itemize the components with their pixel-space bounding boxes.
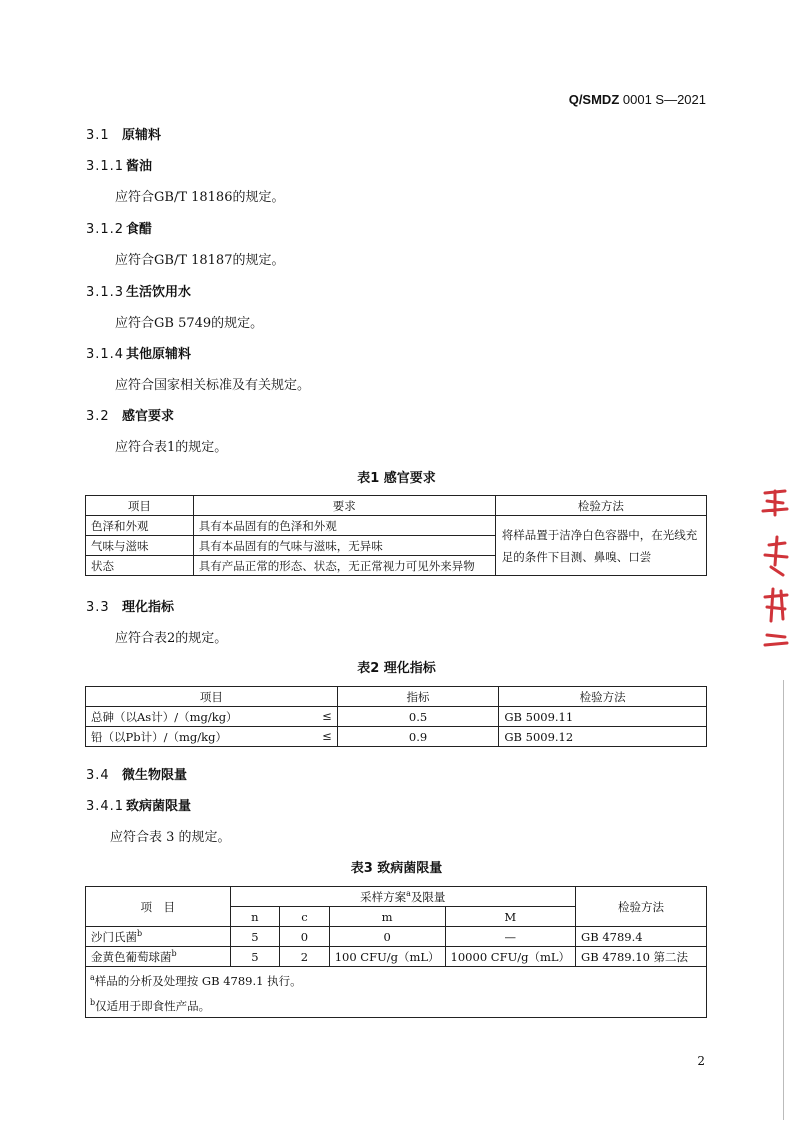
heading-3-3: 3.3 理化指标: [86, 600, 175, 615]
header-cell: 检验方法: [495, 496, 706, 516]
cell-requirement: 具有本品固有的色泽和外观: [193, 516, 495, 536]
cell-method: GB 4789.4: [576, 927, 707, 947]
note-a: 样品的分析及处理按 GB 4789.1 执行。: [94, 973, 302, 988]
table-header-row: [86, 887, 707, 907]
header-cell: 项目: [86, 496, 194, 516]
heading-3-4: 3.4 微生物限量: [86, 768, 188, 783]
page-edge-line: [783, 680, 784, 1120]
table-row: [86, 947, 707, 967]
para-3-1-2: 应符合GB/T 18187的规定。: [115, 253, 285, 268]
leq-symbol: ≤: [322, 728, 332, 743]
page-number: 2: [697, 1054, 705, 1068]
heading-3-2: 3.2 感官要求: [86, 409, 175, 424]
cell-M: —: [445, 927, 576, 947]
header-cell: 要求: [193, 496, 495, 516]
cell-item: 金黄色葡萄球菌$^b$: [86, 947, 231, 967]
cell-method: GB 5009.12: [499, 727, 707, 747]
table-note-row: [86, 967, 707, 1018]
cell-item: 总砷（以As计）/（mg/kg） ≤: [86, 707, 338, 727]
cell-requirement: 具有本品固有的气味与滋味，无异味: [193, 536, 495, 556]
para-3-1-4: 应符合国家相关标准及有关规定。: [115, 378, 311, 393]
cell-method: 将样品置于洁净白色容器中，在光线充 足的条件下目测、鼻嗅、口尝: [495, 516, 706, 576]
table2-caption: 表2 理化指标: [357, 661, 436, 676]
table1-caption: 表1 感官要求: [357, 471, 436, 486]
table-row: [86, 707, 707, 727]
table-row: [86, 516, 707, 536]
cell-value: 0.9: [337, 727, 499, 747]
header-cell: 指标: [337, 687, 499, 707]
table-row: [86, 727, 707, 747]
cell-item: 色泽和外观: [86, 516, 194, 536]
document-code: Q/SMDZ 0001 S—2021: [568, 92, 706, 107]
cell-item: 气味与滋味: [86, 536, 194, 556]
para-3-2: 应符合表1的规定。: [115, 440, 228, 455]
cell-c: 0: [280, 927, 330, 947]
cell-n: 5: [230, 947, 280, 967]
cell-method: GB 5009.11: [499, 707, 707, 727]
cell-c: 2: [280, 947, 330, 967]
cell-method: GB 4789.10 第二法: [576, 947, 707, 967]
table-header-row: [86, 496, 707, 516]
heading-3-1-2: 3.1.2 食醋: [86, 222, 153, 237]
table-row: [86, 927, 707, 947]
para-3-1-1: 应符合GB/T 18186的规定。: [115, 190, 285, 205]
heading-3-4-1: 3.4.1 致病菌限量: [86, 799, 192, 814]
table-notes: $^a$样品的分析及处理按 GB 4789.1 执行。 $^b$仅适用于即食性产品。: [86, 967, 707, 1018]
cell-n: 5: [230, 927, 280, 947]
subheader-M: M: [445, 907, 576, 927]
para-3-1-3: 应符合GB 5749的规定。: [115, 316, 264, 331]
cell-requirement: 具有产品正常的形态、状态，无正常视力可见外来异物: [193, 556, 495, 576]
header-cell: 检验方法: [499, 687, 707, 707]
physchem-table: [85, 686, 707, 747]
cell-m: 100 CFU/g（mL）: [329, 947, 445, 967]
header-cell: 项目: [86, 687, 338, 707]
table-header-row: [86, 687, 707, 707]
subheader-c: c: [280, 907, 330, 927]
note-b: 仅适用于即食性产品。: [95, 998, 211, 1013]
cell-item: 铅（以Pb计）/（mg/kg） ≤: [86, 727, 338, 747]
leq-symbol: ≤: [322, 708, 332, 723]
sensory-table: [85, 495, 707, 576]
subheader-n: n: [230, 907, 280, 927]
header-cell-item: 项 目: [86, 887, 231, 927]
cell-M: 10000 CFU/g（mL）: [445, 947, 576, 967]
table3-caption: 表3 致病菌限量: [350, 861, 443, 876]
pathogen-table: [85, 886, 707, 1018]
heading-3-1: 3.1 原辅料: [86, 128, 162, 143]
header-cell-method: 检验方法: [576, 887, 707, 927]
cell-value: 0.5: [337, 707, 499, 727]
heading-3-1-1: 3.1.1 酱油: [86, 159, 153, 174]
seal-stamp-icon: [755, 485, 793, 655]
cell-item: 沙门氏菌$^b$: [86, 927, 231, 947]
cell-m: 0: [329, 927, 445, 947]
heading-3-1-4: 3.1.4 其他原辅料: [86, 347, 192, 362]
heading-3-1-3: 3.1.3 生活饮用水: [86, 285, 192, 300]
para-3-3: 应符合表2的规定。: [115, 631, 228, 646]
subheader-m: m: [329, 907, 445, 927]
cell-item: 状态: [86, 556, 194, 576]
para-3-4-1: 应符合表 3 的规定。: [110, 830, 231, 845]
header-cell-plan: 采样方案$^a$及限量: [230, 887, 575, 907]
